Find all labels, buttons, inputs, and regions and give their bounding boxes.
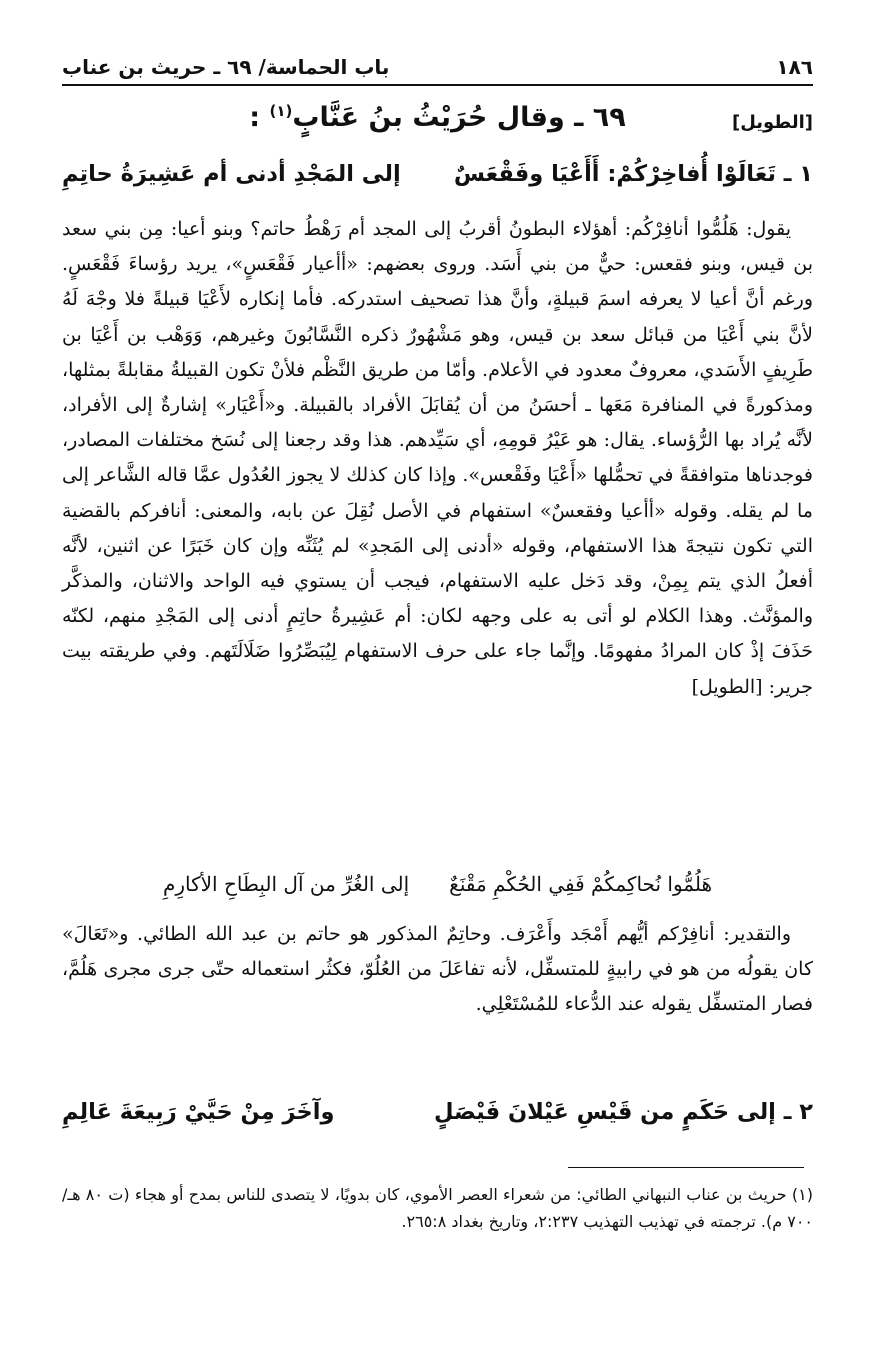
heading-colon: :: [249, 102, 261, 133]
poem-heading: [62, 102, 813, 133]
verse-2: [62, 1092, 813, 1132]
verse-1-first-text: تَعَالَوْا أُفاخِرْكُمْ: أَأَعْيَا وفَقْعَسٌ: [453, 161, 776, 187]
poem-heading-text: ٦٩ ـ وقال حُرَيْثُ بنُ عَنَّابٍ: [292, 102, 626, 133]
verse-1-first-hemistich: [454, 161, 813, 187]
commentary-paragraph-2: والتقدير: أنافِرْكم أيُّهم أَمْجَد وأَعْرَف. وحاتِمٌ المذكور هو حاتم بن عبد الله الطائي. و«تَعَالَ» كان يقولُه من هو في رابيةٍ للمتسفِّل، لأنه تفاعَلَ من العُلُوّ، فكثُر استعماله حتّى جرى مجرى هَلُمَّ، فصار المتسفِّل يقوله عند الدُّعاء للمُسْتَعْلِي.: [62, 923, 813, 1016]
running-title: باب الحماسة/ ٦٩ ـ حريث بن عناب: [62, 55, 390, 79]
verse-2-first-text: إلى حَكَمٍ من قَيْسِ عَيْلانَ فَيْصَلٍ: [433, 1099, 776, 1125]
page-number: ١٨٦: [776, 55, 813, 79]
poem-meter: [الطويل]: [731, 112, 813, 133]
quoted-verse-first-hemistich: هَلُمُّوا نُحاكِمكُمْ فَفِي الحُكْمِ مَقْنَعٌ: [449, 872, 713, 896]
footnote-ref: (١): [269, 102, 293, 120]
verse-2-first-hemistich: [434, 1099, 813, 1125]
verse-2-second-hemistich: وآخَرَ مِنْ حَيَّيْ رَبِيعَةَ عَالِمِ: [62, 1099, 335, 1125]
running-header: [62, 50, 813, 86]
quoted-verse: [62, 864, 813, 904]
footnote-divider: [568, 1167, 804, 1168]
commentary-paragraph-1: يقول: هَلُمُّوا أنافِرْكُم: أهؤلاء البطونُ أقربُ إلى المجد أم رَهْطُ حاتم؟ وبنو أعيا: مِن بني سعد بن قيس، وبنو فقعس: حيٌّ من بني أَسَد. وروى بعضهم: «أأعيار فَقْعَسٍ»، يريد رؤساءَ فَقْعَسٍ. ورغم أنَّ أعيا لا يعرفه اسمَ قبيلةٍ، وأنَّ هذا تصحيف استدركه. فأما إنكاره لأَعْيَا قبيلةً فلا وجْهَ لَهُ لأنَّ بني أَعْيَا من قبائل سعد بن قيس، وهو مَشْهُورٌ ذكره النَّسَّابُونَ وغيرهم، وَوَهْب بن أَعْيَا بن طَرِيفٍ الأَسَدي، معروفٌ معدود في الأعلام. وأمّا من طريق النَّظْم فلأنْ تكون القبيلةُ مقابلةً بمثلها، ومذكورةً في المنافرة مَعَها ـ أحسَنُ من أن يُقابَلَ الأفراد بالقبيلة. و«أَعْيَار» إشارةٌ إلى الأفراد، لأنَّه يُراد بها الرُّؤساء. يقال: هو عَيْرُ قومِهِ، أي سَيِّدهم. هذا وقد رجعنا إلى نُسَخ مختلفات المصادر، فوجدناها متوافقةً في تحمُّلها «أَعْيَا وفَقْعس». وإذا كان كذلك لا يجوز العُدُول عمَّا قاله الشَّاعر إلى ما لم يقله. وقوله «أأعيا وفقعسٌ» استفهام في الأصل نُقِلَ عن بابه، والمعنى: أنافركم بالقضية التي تكون نتيجةَ هذا الاستفهام، وقوله «أدنى إلى المَجدِ» لم يُثَنِّه وإن كان خَبَرًا عن اثنين، لأنَّه أفعلُ الذي يتم بِمِنْ، وقد دَخل عليه الاستفهام، فيجب أن يستوي فيه الواحد والاثنان، والمذكَّر والمؤنَّث. وهذا الكلام لو أتى به على وجهه لكان: أم عَشِيرةُ حاتِمٍ أدنى إلى المَجْدِ منهم، لكنّه حَذَفَ إذْ كان المرادُ مفهومًا. وإنَّما جاء على حرف الاستفهام لِيُبَصِّرُوا ضَلَالَتَهم. وفي طريقته بيت جرير: [الطويل]: [62, 218, 813, 698]
verse-2-number: ٢ ـ: [783, 1099, 813, 1125]
quoted-verse-second-hemistich: إلى الغُرِّ من آل البِطَاحِ الأكارِمِ: [162, 872, 410, 896]
verse-1: [62, 154, 813, 194]
poem-title-row: [62, 98, 813, 152]
footnote: (١) حريث بن عناب النبهاني الطائي: من شعراء العصر الأموي، كان بدويًا، لا يتصدى للناس بمدح أو هجاء (ت ٨٠ هـ/ ٧٠٠ م). ترجمته في تهذيب التهذيب ٢:٢٣٧، وتاريخ بغداد ٢٦٥:٨.: [62, 1185, 814, 1231]
verse-1-number: ١ ـ: [783, 161, 813, 187]
verse-1-second-hemistich: إلى المَجْدِ أدنى أم عَشِيرَةُ حاتِمِ: [62, 161, 401, 187]
